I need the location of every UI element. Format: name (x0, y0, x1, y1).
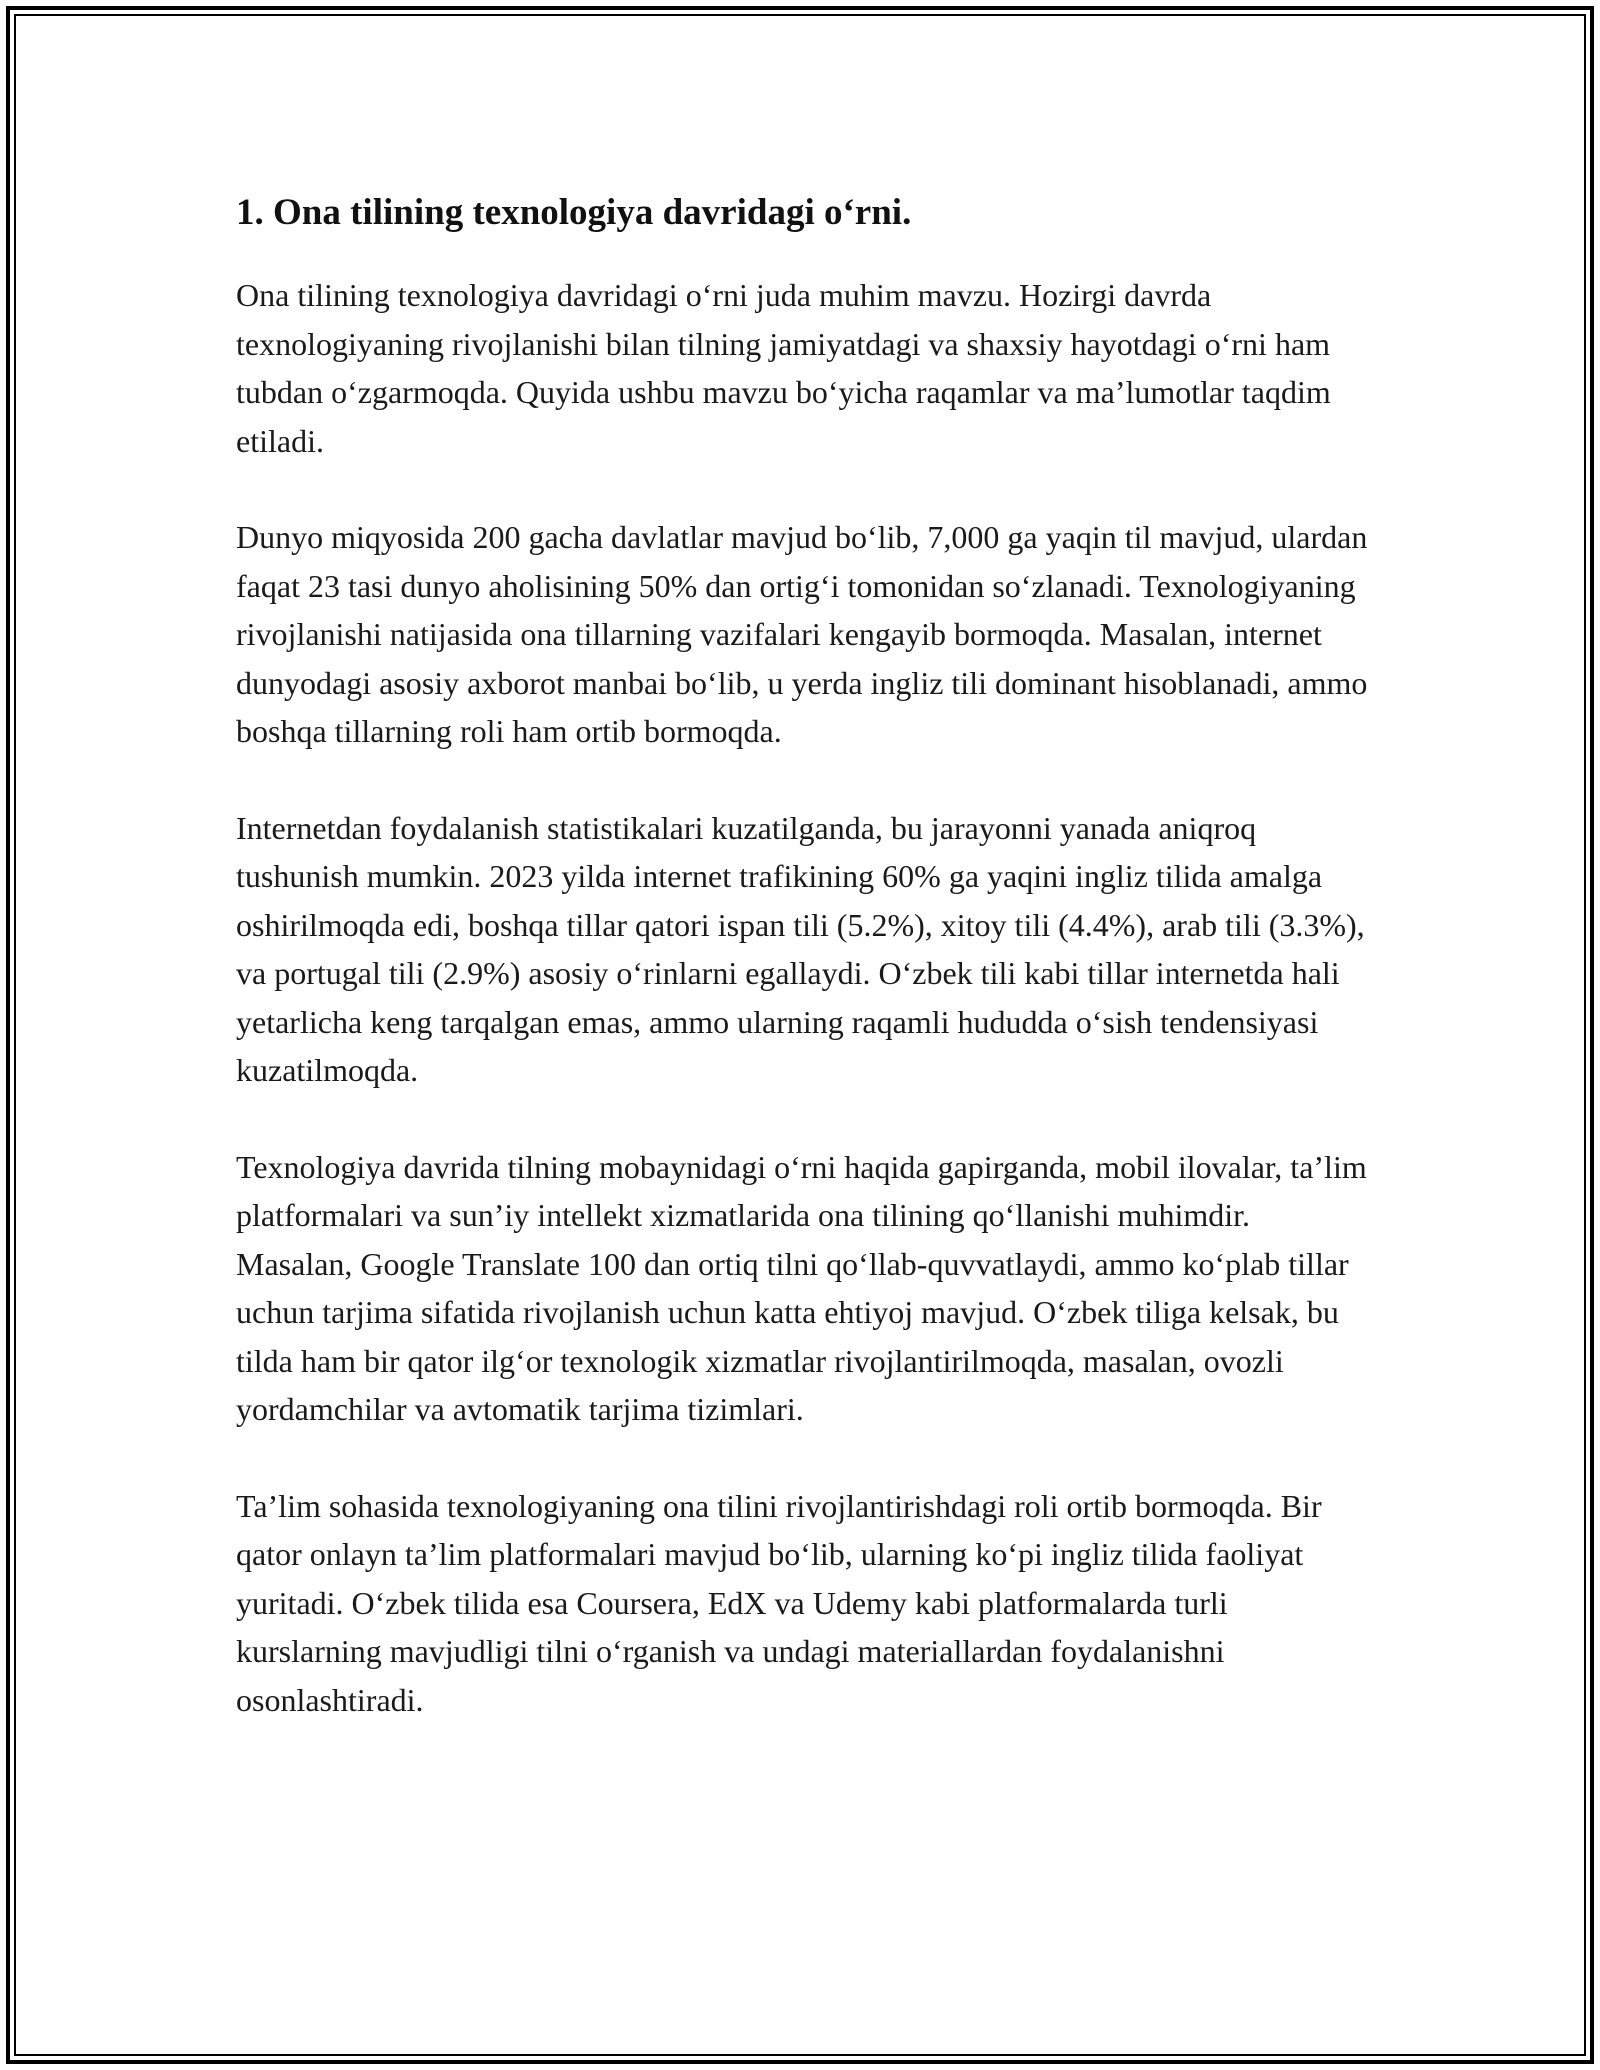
section-heading: 1. Ona tilining texnologiya davridagi o‘rni. (236, 192, 912, 233)
paragraph-internet-statistics: Internetdan foydalanish statistikalari kuzatilganda, bu jarayonni yanada aniqroq tushunish mumkin. 2023 yilda internet trafikining 60% ga yaqini ingliz tilida amalga oshirilmoqda edi, boshqa tillar qatori ispan tili (5.2%), xitoy tili (4.4%), arab tili (3.3%), va portugal tili (2.9%) asosiy o‘rinlarni egallaydi. O‘zbek tili kabi tillar internetda hali yetarlicha keng tarqalgan emas, ammo ularning raqamli hududda o‘sish tendensiyasi kuzatilmoqda. (236, 809, 1365, 1088)
paragraph-intro: Ona tilining texnologiya davridagi o‘rni juda muhim mavzu. Hozirgi davrda texnologiyaning rivojlanishi bilan tilning jamiyatdagi va shaxsiy hayotdagi o‘rni ham tubdan o‘zgarmoqda. Quyida ushbu mavzu bo‘yicha raqamlar va ma’lumotlar taqdim etiladi. (236, 277, 1331, 459)
paragraph-education: Ta’lim sohasida texnologiyaning ona tilini rivojlantirishdagi roli ortib bormoqda. Bir qator onlayn ta’lim platformalari mavjud bo‘lib, ularning ko‘pi ingliz tilida faoliyat yuritadi. O‘zbek tilida esa Coursera, EdX va Udemy kabi platformalarda turli kurslarning mavjudligi tilni o‘rganish va undagi materiallardan foydalanishni osonlashtiradi. (236, 1487, 1322, 1718)
paragraph-mobile-and-ai: Texnologiya davrida tilning mobaynidagi o‘rni haqida gapirganda, mobil ilovalar, ta’lim platformalari va sun’iy intellekt xizmatlarida ona tilining qo‘llanishi muhimdir. Masalan, Google Translate 100 dan ortiq tilni qo‘llab-quvvatlaydi, ammo ko‘plab tillar uchun tarjima sifatida rivojlanish uchun katta ehtiyoj mavjud. O‘zbek tiliga kelsak, bu tilda ham bir qator ilg‘or texnologik xizmatlar rivojlantirilmoqda, masalan, ovozli yordamchilar va avtomatik tarjima tizimlari. (236, 1148, 1367, 1427)
document-body (236, 185, 1371, 1772)
paragraph-world-languages: Dunyo miqyosida 200 gacha davlatlar mavjud bo‘lib, 7,000 ga yaqin til mavjud, ulardan faqat 23 tasi dunyo aholisining 50% dan ortig‘i tomonidan so‘zlanadi. Texnologiyaning rivojlanishi natijasida ona tillarning vazifalari kengayib bormoqda. Masalan, internet dunyodagi asosiy axborot manbai bo‘lib, u yerda ingliz tili dominant hisoblanadi, ammo boshqa tillarning roli ham ortib bormoqda. (236, 519, 1368, 749)
